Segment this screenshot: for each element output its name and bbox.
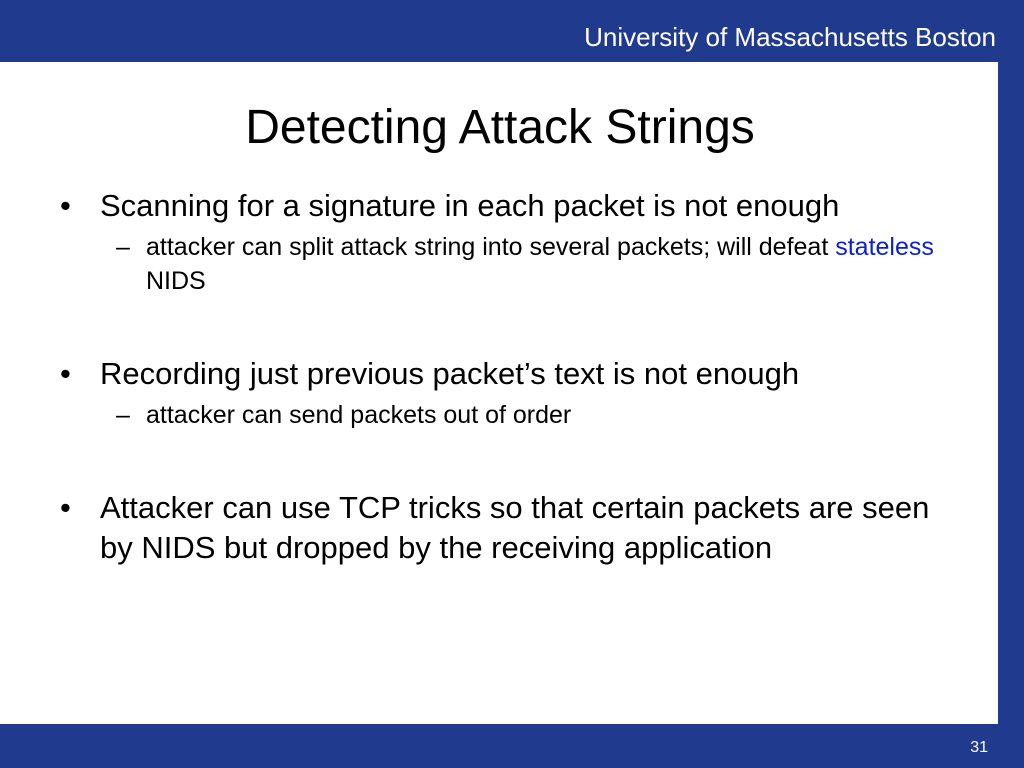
- bullet-text-3: Attacker can use TCP tricks so that certain packets are seen by NIDS but dropped by the receiving application: [100, 490, 930, 565]
- bullet-item-2: [58, 354, 958, 394]
- sub-bullet-item-2: [116, 398, 958, 432]
- sub-bullet-item-1: [116, 230, 958, 298]
- slide-content: [58, 186, 958, 568]
- dash-icon: –: [116, 233, 130, 261]
- bullet-item-3: [58, 488, 958, 568]
- sub-bullet-text-1-start: attacker can split attack string into several packets; will defeat: [146, 233, 829, 261]
- bullet-spacer-1: [58, 298, 958, 354]
- institution-name: University of Massachusetts Boston: [584, 22, 996, 52]
- bullet-text-1: Scanning for a signature in each packet is not enough: [100, 188, 840, 223]
- bullet-dot-icon: •: [60, 356, 71, 391]
- bullet-dot-icon: •: [60, 188, 71, 223]
- slide-title: Detecting Attack Strings: [245, 101, 755, 154]
- bullet-item-1: [58, 186, 958, 226]
- right-edge-bar: [998, 0, 1024, 768]
- dash-icon: –: [116, 401, 130, 429]
- sub-bullet-text-1-end: NIDS: [146, 267, 206, 295]
- bullet-spacer-2: [58, 432, 958, 488]
- sub-bullet-text-1: [146, 233, 934, 295]
- bullet-text-2: Recording just previous packet’s text is not enough: [100, 356, 800, 391]
- stateless-highlight: stateless: [835, 233, 934, 261]
- footer-bar: [0, 724, 1024, 768]
- sub-bullet-text-2: attacker can send packets out of order: [146, 401, 572, 429]
- page-number: 31: [970, 739, 988, 756]
- bullet-dot-icon: •: [60, 490, 71, 525]
